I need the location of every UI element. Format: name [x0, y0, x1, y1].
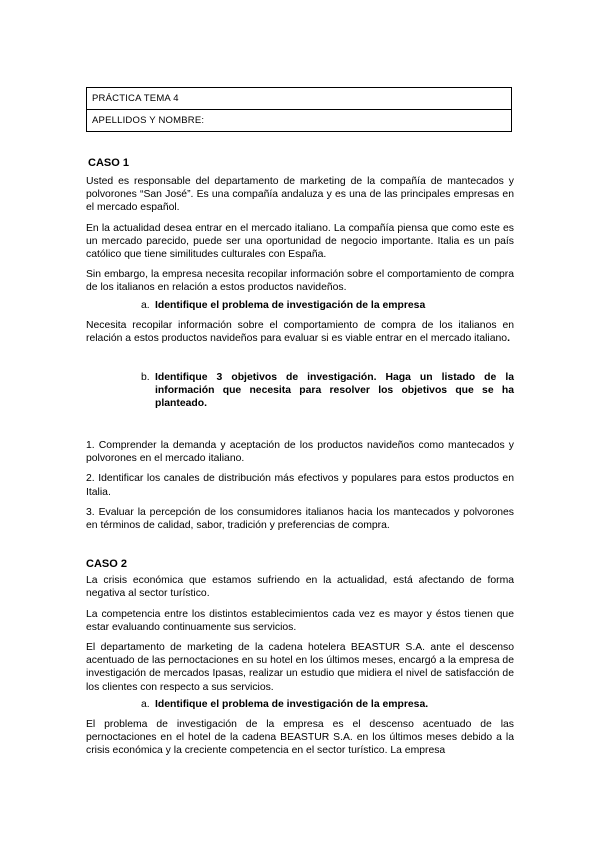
question-b-text: Identifique 3 objetivos de investigación. Haga un listado de la información que necesita para resolver los objetivos que se ha planteado. — [155, 372, 514, 410]
caso1-answer-a-text: Necesita recopilar información sobre el comportamiento de compra de los italianos en relación a estos productos navideños para evaluar si es viable entrar en el mercado italiano — [86, 319, 514, 344]
caso1-question-b — [141, 371, 514, 410]
caso2-question-a-text: Identifique el problema de investigación de la empresa. — [155, 698, 429, 710]
caso2-question-a — [141, 698, 514, 711]
question-b-marker: b. — [141, 372, 150, 384]
caso1-question-a — [141, 299, 514, 312]
document-body — [86, 157, 514, 764]
caso1-answer-a — [86, 319, 514, 345]
caso1-answer-a-end: . — [507, 332, 510, 344]
caso1-title: CASO 1 — [88, 157, 129, 169]
objective-3: 3. Evaluar la percepción de los consumidores italianos hacia los mantecados y polvorones en términos de calidad, sabor, tradición y preferencias de compra. — [86, 506, 514, 532]
practice-title: PRÁCTICA TEMA 4 — [87, 88, 512, 110]
caso2-title: CASO 2 — [86, 558, 127, 571]
question-a-marker: a. — [141, 299, 150, 311]
caso2-paragraph-1: La crisis económica que estamos sufriendo en la actualidad, está afectando de forma negativa al sector turístico. — [86, 575, 514, 600]
caso2-answer-a: El problema de investigación de la empresa es el descenso acentuado de las pernoctaciones en el hotel de la cadena BEASTUR S.A. en los últimos meses debido a la crisis económica y la creciente competencia en el sector turístico. La empresa — [86, 718, 514, 757]
caso1-paragraph-1: Usted es responsable del departamento de marketing de la compañía de mantecados y polvorones “San José”. Es una compañía andaluza y es una de las principales empresas en el mercado español. — [86, 176, 514, 214]
objective-2: 2. Identificar los canales de distribución más efectivos y populares para estos productos en Italia. — [86, 473, 514, 498]
objective-1: 1. Comprender la demanda y aceptación de los productos navideños como mantecados y polvorones en el mercado italiano. — [86, 440, 514, 465]
caso1-paragraph-2: En la actualidad desea entrar en el mercado italiano. La compañía piensa que como este es un mercado parecido, puede ser una oportunidad de negocio importante. Italia es un país católico que tiene similitudes culturales con España. — [86, 222, 514, 261]
header-table — [86, 87, 512, 132]
student-name-field: APELLIDOS Y NOMBRE: — [87, 110, 512, 132]
caso2-question-a-marker: a. — [141, 698, 150, 710]
caso2-paragraph-2: La competencia entre los distintos establecimientos cada vez es mayor y éstos tienen que estar evaluando continuamente sus servicios. — [86, 608, 514, 633]
caso2-paragraph-3: El departamento de marketing de la cadena hotelera BEASTUR S.A. ante el descenso acentuado de las pernoctaciones en su hotel en los últimos meses, encargó a la empresa de investigación de mercados Ipasas, realizar un estudio que midiera el nivel de satisfacción de los clientes con respecto a sus servicios. — [86, 642, 514, 693]
caso1-paragraph-3: Sin embargo, la empresa necesita recopilar información sobre el comportamiento de compra de los italianos en relación a estos productos navideños. — [86, 269, 514, 294]
question-a-text: Identifique el problema de investigación de la empresa — [155, 299, 426, 311]
